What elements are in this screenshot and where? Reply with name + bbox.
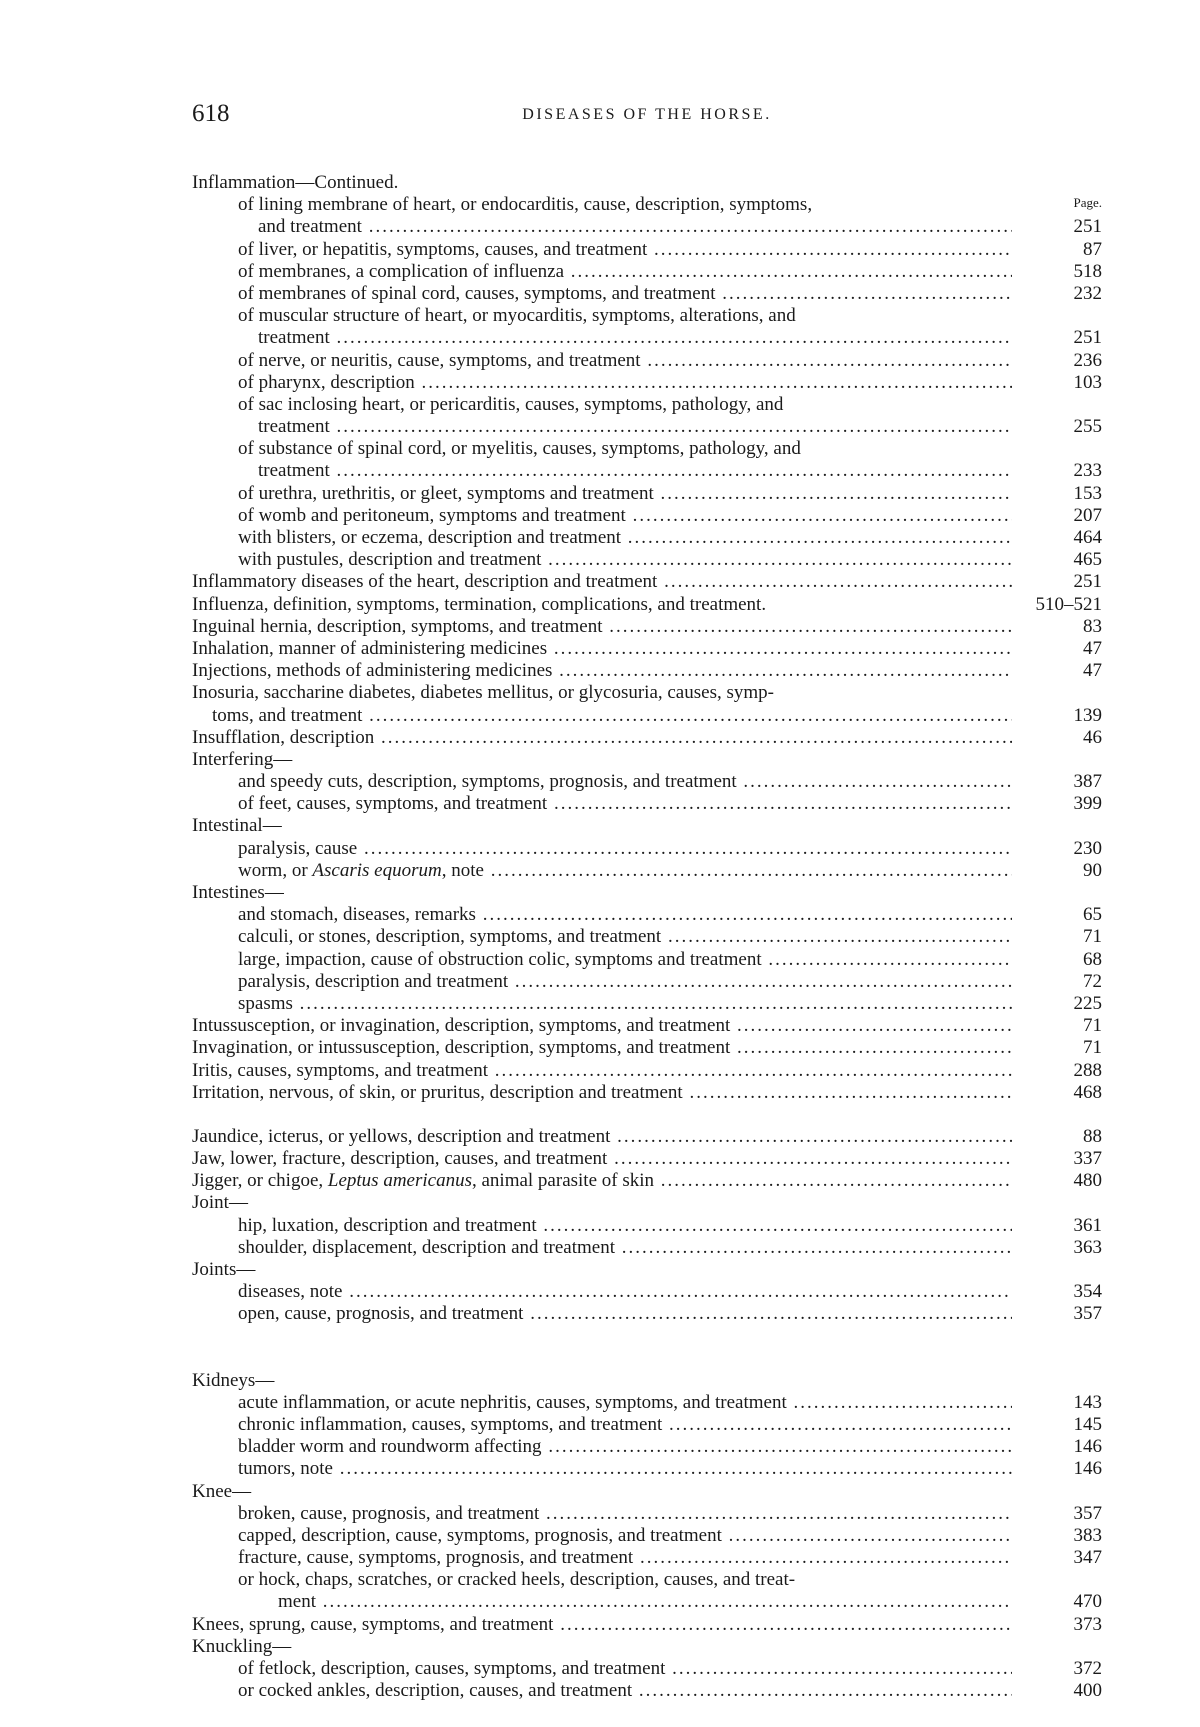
page-ref: 46 — [1083, 726, 1102, 748]
index-subentry — [192, 239, 1102, 261]
entry-text: Intestinal— — [192, 815, 282, 837]
index-subentry — [192, 1503, 1102, 1525]
page-ref: 143 — [1073, 1391, 1102, 1413]
index-subentry — [192, 1414, 1102, 1436]
page-ref: 468 — [1073, 1081, 1102, 1103]
page-ref: 510–521 — [1035, 593, 1102, 615]
page-ref: 361 — [1073, 1214, 1102, 1236]
index-subentry — [192, 505, 1102, 527]
entry-text: toms, and treatment ..... — [212, 705, 1012, 727]
entry-text: chronic inflammation, causes, symptoms, and treatment ..... — [238, 1414, 1012, 1436]
index-subentry — [192, 1458, 1102, 1480]
entry-text: Inflammation—Continued. — [192, 172, 399, 193]
page-ref: 354 — [1073, 1281, 1102, 1303]
index-entry — [192, 660, 1102, 682]
page-ref: 145 — [1073, 1413, 1102, 1435]
index-subentry — [192, 194, 1102, 216]
entry-text: Jaundice, icterus, or yellows, description and treatment ..... — [192, 1126, 1012, 1148]
index-subentry — [192, 949, 1102, 971]
entry-text: of feet, causes, symptoms, and treatment ..... — [238, 793, 1012, 815]
page-header — [192, 100, 1102, 132]
entry-text: and speedy cuts, description, symptoms, prognosis, and treatment ..... — [238, 771, 1012, 793]
entry-text: of membranes, a complication of influenza ..... — [238, 261, 1012, 283]
index-entry — [192, 749, 1102, 771]
index-entry — [192, 1082, 1102, 1104]
entry-text: treatment ..... — [258, 460, 1012, 482]
page-ref: 400 — [1073, 1680, 1102, 1702]
entry-text: and stomach, diseases, remarks ..... — [238, 904, 1012, 926]
page-ref: 225 — [1073, 992, 1102, 1014]
entry-text: treatment ..... — [258, 416, 1012, 438]
index-subentry — [192, 1215, 1102, 1237]
index-entry — [192, 1481, 1102, 1503]
index-subentry — [192, 1436, 1102, 1458]
entry-text: Injections, methods of administering medicines ..... — [192, 660, 1012, 682]
index-subentry — [192, 1658, 1102, 1680]
index-entry — [192, 1148, 1102, 1170]
index-entry — [192, 638, 1102, 660]
entry-text: fracture, cause, symptoms, prognosis, and treatment ..... — [238, 1547, 1012, 1569]
page-ref: 233 — [1073, 460, 1102, 482]
page-ref: 65 — [1083, 904, 1102, 926]
index-subentry — [192, 549, 1102, 571]
entry-text: of substance of spinal cord, or myelitis, causes, symptoms, pathology, and — [238, 438, 801, 460]
index-subentry — [192, 904, 1102, 926]
page-ref: 347 — [1073, 1547, 1102, 1569]
index-subentry — [192, 1237, 1102, 1259]
index-entry — [192, 882, 1102, 904]
index-entry — [192, 616, 1102, 638]
page-ref: 71 — [1083, 1015, 1102, 1037]
entry-text: Knee— — [192, 1480, 252, 1502]
entry-text: Inflammatory diseases of the heart, description and treatment ..... — [192, 571, 1012, 593]
page-ref: 146 — [1073, 1436, 1102, 1458]
entry-text: with blisters, or eczema, description and treatment ..... — [238, 527, 1012, 549]
entry-text: Invagination, or intussusception, description, symptoms, and treatment ..... — [192, 1037, 1012, 1059]
index-entry — [192, 727, 1102, 749]
page-ref: 470 — [1073, 1591, 1102, 1613]
index-entry — [192, 1370, 1102, 1392]
index-subentry — [192, 216, 1102, 238]
entry-text: tumors, note ..... — [238, 1458, 1012, 1480]
page-ref: 230 — [1073, 837, 1102, 859]
index-subentry — [192, 438, 1102, 460]
index-subentry — [192, 771, 1102, 793]
entry-text: with pustules, description and treatment ..... — [238, 549, 1012, 571]
index-subentry — [192, 1525, 1102, 1547]
entry-text: of fetlock, description, causes, symptoms, and treatment ..... — [238, 1658, 1012, 1680]
entry-text: Inguinal hernia, description, symptoms, and treatment ..... — [192, 616, 1012, 638]
page-ref: 518 — [1073, 260, 1102, 282]
page-ref: 372 — [1073, 1658, 1102, 1679]
page-ref: 68 — [1083, 948, 1102, 970]
page-ref: 255 — [1073, 416, 1102, 438]
index-subentry — [192, 860, 1102, 882]
index-subentry — [192, 1680, 1102, 1702]
entry-text: Knees, sprung, cause, symptoms, and treatment ..... — [192, 1614, 1012, 1636]
entry-text: Irritation, nervous, of skin, or pruritus, description and treatment ..... — [192, 1082, 1012, 1104]
index-entry — [192, 1060, 1102, 1082]
index-entry — [192, 815, 1102, 837]
entry-text: of lining membrane of heart, or endocarditis, cause, description, symptoms, — [238, 194, 813, 216]
section-gap — [192, 1326, 1102, 1348]
index-subentry — [192, 460, 1102, 482]
index-entry — [192, 1259, 1102, 1281]
index-subentry — [192, 1547, 1102, 1569]
index-entry — [192, 1636, 1102, 1658]
entry-text: treatment ..... — [258, 327, 1012, 349]
entry-text: Inosuria, saccharine diabetes, diabetes mellitus, or glycosuria, causes, symp- — [192, 682, 774, 704]
entry-text: ment ..... — [278, 1591, 1012, 1613]
entry-text: or hock, chaps, scratches, or cracked heels, description, causes, and treat- — [238, 1569, 796, 1591]
page-ref: 387 — [1073, 771, 1102, 793]
page-ref: 47 — [1083, 660, 1102, 682]
page-ref: 251 — [1073, 571, 1102, 593]
entry-text: of liver, or hepatitis, symptoms, causes, and treatment ..... — [238, 239, 1012, 261]
page-ref: 47 — [1083, 637, 1102, 659]
index-subentry — [192, 838, 1102, 860]
page-ref: 103 — [1073, 371, 1102, 393]
entry-text: Intestines— — [192, 882, 284, 903]
entry-text: acute inflammation, or acute nephritis, causes, symptoms, and treatment ..... — [238, 1392, 1012, 1414]
index-subentry — [192, 705, 1102, 727]
page-ref: 363 — [1073, 1236, 1102, 1258]
entry-text: Interfering— — [192, 748, 293, 770]
running-head: DISEASES OF THE HORSE. — [522, 106, 772, 123]
entry-text: paralysis, cause ..... — [238, 838, 1012, 860]
section-gap — [192, 1104, 1102, 1126]
entry-text: of urethra, urethritis, or gleet, symptoms and treatment ..... — [238, 483, 1012, 505]
entry-text: Jigger, or chigoe, Leptus americanus, animal parasite of skin ..... — [192, 1170, 1012, 1192]
section-gap — [192, 1348, 1102, 1370]
page-ref: 146 — [1073, 1458, 1102, 1480]
entry-text: Intussusception, or invagination, description, symptoms, and treatment ..... — [192, 1015, 1012, 1037]
page-ref: 337 — [1073, 1148, 1102, 1170]
index-entry — [192, 1037, 1102, 1059]
page-ref: 357 — [1073, 1502, 1102, 1524]
page-ref: 251 — [1073, 327, 1102, 349]
entry-text: of nerve, or neuritis, cause, symptoms, and treatment ..... — [238, 350, 1012, 372]
page-ref: 464 — [1073, 527, 1102, 548]
page-ref: 87 — [1083, 238, 1102, 260]
index-entry — [192, 1614, 1102, 1636]
index-subentry — [192, 327, 1102, 349]
entry-text: worm, or Ascaris equorum, note ..... — [238, 860, 1012, 882]
page-column-label: Page. — [1073, 195, 1102, 211]
page-ref: 383 — [1073, 1524, 1102, 1546]
page-ref: 88 — [1083, 1125, 1102, 1147]
entry-text: Kidneys— — [192, 1369, 275, 1391]
entry-text: bladder worm and roundworm affecting ..... — [238, 1436, 1012, 1458]
page-ref: 72 — [1083, 970, 1102, 992]
index-subentry — [192, 1303, 1102, 1325]
entry-text: large, impaction, cause of obstruction colic, symptoms and treatment ..... — [238, 949, 1012, 971]
entry-text: of pharynx, description ..... — [238, 372, 1012, 394]
page-number: 618 — [192, 100, 230, 127]
page-ref: 399 — [1073, 793, 1102, 815]
entry-text: of sac inclosing heart, or pericarditis, causes, symptoms, pathology, and — [238, 393, 784, 415]
page-ref: 153 — [1073, 482, 1102, 504]
page-ref: 90 — [1083, 859, 1102, 881]
index-subentry — [192, 1569, 1102, 1591]
index-entry — [192, 594, 1102, 616]
index-subentry — [192, 416, 1102, 438]
entry-text: paralysis, description and treatment ..... — [238, 971, 1012, 993]
entry-text: Inhalation, manner of administering medicines ..... — [192, 638, 1012, 660]
entry-text: Insufflation, description ..... — [192, 727, 1012, 749]
entry-text: capped, description, cause, symptoms, prognosis, and treatment ..... — [238, 1525, 1012, 1547]
page-ref: 236 — [1073, 349, 1102, 371]
page-ref: 139 — [1073, 704, 1102, 726]
page-ref: 83 — [1083, 615, 1102, 637]
index-subentry — [192, 971, 1102, 993]
index-subentry — [192, 993, 1102, 1015]
index-entry — [192, 172, 1102, 194]
entry-text: of membranes of spinal cord, causes, symptoms, and treatment ..... — [238, 283, 1012, 305]
index-entry — [192, 1192, 1102, 1214]
index-subentry — [192, 926, 1102, 948]
index-subentry — [192, 1392, 1102, 1414]
entry-text: Knuckling— — [192, 1635, 292, 1657]
page-ref: 465 — [1073, 549, 1102, 571]
page-ref: 373 — [1073, 1613, 1102, 1635]
entry-text: Joint— — [192, 1192, 248, 1214]
entry-text: or cocked ankles, description, causes, and treatment ..... — [238, 1680, 1012, 1702]
index-subentry — [192, 305, 1102, 327]
entry-text: broken, cause, prognosis, and treatment ..... — [238, 1503, 1012, 1525]
page-ref: 288 — [1073, 1059, 1102, 1081]
entry-text: of muscular structure of heart, or myocarditis, symptoms, alterations, and — [238, 305, 796, 327]
page-ref: 480 — [1073, 1170, 1102, 1192]
entry-text: Jaw, lower, fracture, description, causes, and treatment ..... — [192, 1148, 1012, 1170]
index-entry — [192, 1015, 1102, 1037]
index-subentry — [192, 261, 1102, 283]
entry-text: calculi, or stones, description, symptoms, and treatment ..... — [238, 926, 1012, 948]
entry-text: Influenza, definition, symptoms, termination, complications, and treatment. — [192, 593, 767, 615]
page-ref: 357 — [1073, 1303, 1102, 1325]
page-ref: 71 — [1083, 926, 1102, 948]
index-subentry — [192, 483, 1102, 505]
entry-text: diseases, note ..... — [238, 1281, 1012, 1303]
index-subentry — [192, 372, 1102, 394]
entry-text: and treatment ..... — [258, 216, 1012, 238]
entry-text: Joints— — [192, 1259, 256, 1280]
index-subentry — [192, 793, 1102, 815]
index-entry — [192, 571, 1102, 593]
entry-text: Iritis, causes, symptoms, and treatment ..... — [192, 1060, 1012, 1082]
entry-text: open, cause, prognosis, and treatment ..... — [238, 1303, 1012, 1325]
page-ref: 71 — [1083, 1037, 1102, 1059]
index-entry — [192, 1126, 1102, 1148]
index-entry — [192, 682, 1102, 704]
entry-text: spasms ..... — [238, 993, 1012, 1015]
index-subentry — [192, 1591, 1102, 1613]
index-list — [192, 172, 1102, 1702]
page-ref: 207 — [1073, 504, 1102, 526]
index-subentry — [192, 527, 1102, 549]
page-ref: 232 — [1073, 282, 1102, 304]
index-subentry — [192, 394, 1102, 416]
index-subentry — [192, 1281, 1102, 1303]
index-subentry — [192, 350, 1102, 372]
entry-text: hip, luxation, description and treatment ..... — [238, 1215, 1012, 1237]
page-ref: 251 — [1073, 216, 1102, 238]
entry-text: shoulder, displacement, description and treatment ..... — [238, 1237, 1012, 1259]
index-subentry — [192, 283, 1102, 305]
index-entry — [192, 1170, 1102, 1192]
entry-text: of womb and peritoneum, symptoms and treatment ..... — [238, 505, 1012, 527]
